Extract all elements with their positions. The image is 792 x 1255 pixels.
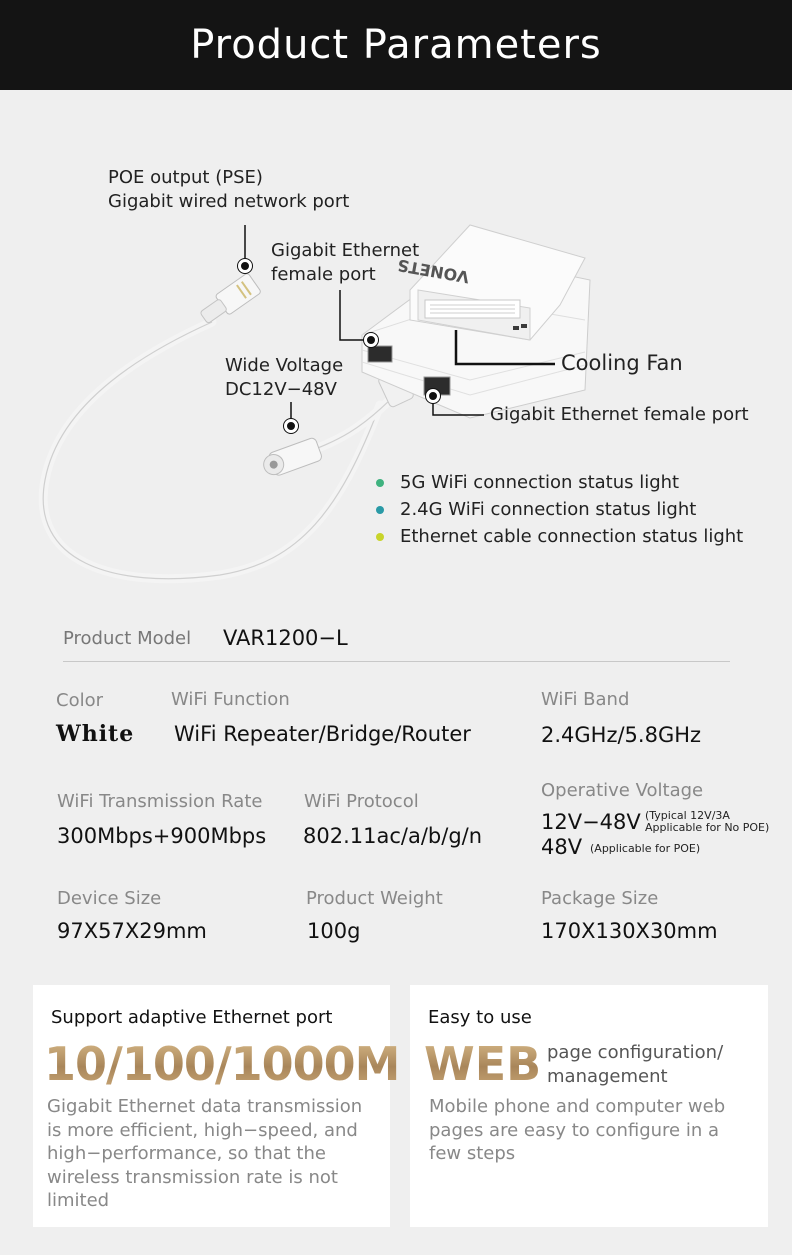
wifi-function-value: WiFi Repeater/Bridge/Router [174,722,471,746]
product-weight-label: Product Weight [306,888,443,909]
card-title-ethernet: Support adaptive Ethernet port [51,1007,333,1028]
status-light-24g-label: 2.4G WiFi connection status light [400,499,697,520]
gigabit-port-top-line2: female port [271,264,376,285]
dc-jack [260,437,323,479]
operative-voltage-label: Operative Voltage [541,780,704,801]
status-light-5g [376,472,679,493]
gigabit-port-right-callout: Gigabit Ethernet female port [490,404,749,425]
wifi-rate-value: 300Mbps+900Mbps [57,824,267,848]
wide-voltage-line1: Wide Voltage [225,355,344,376]
rj45-plug [197,273,262,328]
card-sub-web [547,1041,723,1089]
poe-port-marker [238,259,252,273]
status-light-ethernet [376,526,743,547]
package-size-value: 170X130X30mm [541,919,718,943]
card-desc-ethernet-line4: wireless transmission rate is not [47,1166,338,1188]
wide-voltage-line2: DC12V−48V [225,379,337,400]
poe-output-line1: POE output (PSE) [108,167,263,188]
gigabit-port-top-callout [271,239,419,287]
card-desc-web [429,1095,725,1166]
card-title-web: Easy to use [428,1007,532,1028]
card-desc-ethernet-line3: high−performance, so that the [47,1143,326,1164]
card-desc-web-line1: Mobile phone and computer web [429,1096,726,1117]
wifi-band-value: 2.4GHz/5.8GHz [541,723,702,747]
wide-voltage-marker [284,419,298,433]
device-size-label: Device Size [57,888,162,909]
status-dot-ethernet-icon [376,533,384,541]
product-weight-value: 100g [307,919,361,943]
wifi-protocol-label: WiFi Protocol [304,791,419,812]
feature-card-ethernet [33,985,400,1227]
wifi-rate-label: WiFi Transmission Rate [57,791,263,812]
page-title: Product Parameters [190,22,602,68]
status-light-24g [376,499,696,520]
card-desc-ethernet-line2: is more efficient, high−speed, and [47,1119,358,1141]
card-sub-web-line2: management [547,1066,668,1087]
card-desc-ethernet-line1: Gigabit Ethernet data transmission [47,1096,363,1117]
card-highlight-web: WEB [424,1037,542,1091]
card-sub-web-line1: page configuration/ [547,1042,724,1063]
device-brand: VONETS [396,255,471,287]
operative-voltage-value-2: 48V [541,835,583,859]
product-model-row [63,626,730,662]
card-desc-web-line3: few steps [429,1143,516,1164]
top-port [368,346,392,362]
operative-voltage-value-1: 12V−48V [541,810,641,834]
color-label: Color [56,690,103,711]
product-model-value: VAR1200−L [223,626,348,650]
cooling-fan-callout: Cooling Fan [561,351,683,375]
wide-voltage-callout [225,354,343,402]
color-value: White [56,721,135,747]
card-desc-web-line2: pages are easy to configure in a [429,1119,719,1141]
operative-voltage-note-1b: Applicable for No POE) [645,821,770,834]
card-desc-ethernet-line5: limited [47,1190,110,1211]
status-light-5g-label: 5G WiFi connection status light [400,472,680,493]
device-size-value: 97X57X29mm [57,919,207,943]
top-port-marker [364,333,378,347]
wifi-band-label: WiFi Band [541,689,630,710]
status-dot-24g-icon [376,506,384,514]
wifi-protocol-value: 802.11ac/a/b/g/n [303,824,483,848]
front-port-marker [426,389,440,403]
operative-voltage-note-2: (Applicable for POE) [590,842,701,855]
card-desc-ethernet [47,1095,362,1213]
card-highlight-ethernet: 10/100/1000M [44,1037,400,1091]
gigabit-port-top-line1: Gigabit Ethernet [271,240,420,261]
status-light-ethernet-label: Ethernet cable connection status light [400,526,744,547]
product-model-label: Product Model [63,628,192,649]
poe-output-line2: Gigabit wired network port [108,191,350,212]
wifi-function-label: WiFi Function [171,689,290,710]
poe-output-callout [108,166,349,214]
status-dot-5g-icon [376,479,384,487]
feature-card-web [410,985,768,1227]
operative-voltage-note-1a: (Typical 12V/3A [645,809,730,822]
package-size-label: Package Size [541,888,659,909]
